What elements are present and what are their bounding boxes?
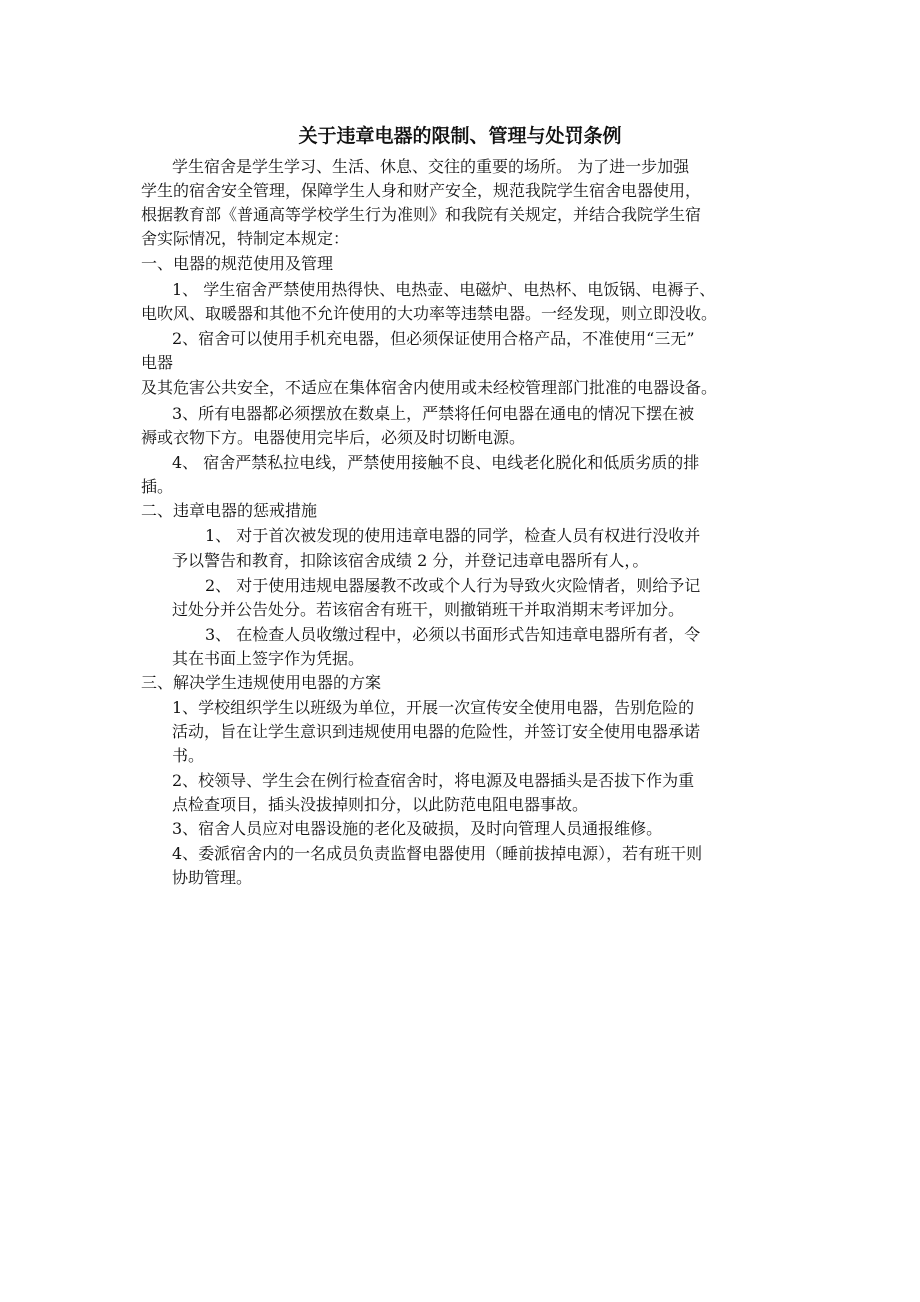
paragraph-line: 根据教育部《普通高等学校学生行为准则》和我院有关规定，并结合我院学生宿	[141, 205, 702, 224]
paragraph-line: 1、 对于首次被发现的使用违章电器的同学，检查人员有权进行没收并	[205, 526, 701, 545]
paragraph-line: 1、学校组织学生以班级为单位，开展一次宣传安全使用电器，告别危险的	[172, 698, 695, 717]
paragraph-line: 3、 在检查人员收缴过程中，必须以书面形式告知违章电器所有者，令	[205, 625, 701, 644]
paragraph-line: 3、宿舍人员应对电器设施的老化及破损，及时向管理人员通报维修。	[172, 819, 663, 838]
paragraph-line: 2、校领导、学生会在例行检查宿舍时，将电源及电器插头是否拔下作为重	[172, 771, 695, 790]
paragraph-line: 电吹风、取暖器和其他不允许使用的大功率等违禁电器。一经发现，则立即没收。	[141, 304, 718, 323]
paragraph-line: 及其危害公共安全，不适应在集体宿舍内使用或未经校管理部门批准的电器设备。	[141, 378, 718, 397]
paragraph-line: 学生宿舍是学生学习、生活、休息、交往的重要的场所。 为了进一步加强	[172, 157, 690, 176]
paragraph-line: 2、宿舍可以使用手机充电器，但必须保证使用合格产品，不准使用“三无”	[172, 329, 695, 348]
paragraph-line: 4、 宿舍严禁私拉电线，严禁使用接触不良、电线老化脱化和低质劣质的排	[172, 453, 700, 472]
paragraph-line: 舍实际情况，特制定本规定：	[141, 229, 350, 248]
paragraph-line: 4、委派宿舍内的一名成员负责监督电器使用（睡前拔掉电源），若有班干则	[172, 844, 703, 863]
paragraph-line: 学生的宿舍安全管理，保障学生人身和财产安全，规范我院学生宿舍电器使用，	[141, 181, 702, 200]
paragraph-line: 其在书面上签字作为凭据。	[172, 649, 365, 668]
paragraph-line: 电器	[141, 353, 174, 372]
paragraph-line: 插。	[141, 477, 174, 496]
section-heading: 一、电器的规范使用及管理	[141, 254, 334, 273]
paragraph-line: 3、所有电器都必须摆放在数桌上，严禁将任何电器在通电的情况下摆在被	[172, 404, 695, 423]
section-heading: 三、解决学生违规使用电器的方案	[141, 673, 382, 692]
paragraph-line: 2、 对于使用违规电器屡教不改或个人行为导致火灾险情者，则给予记	[205, 576, 701, 595]
paragraph-line: 褥或衣物下方。电器使用完毕后，必须及时切断电源。	[141, 428, 526, 447]
section-heading: 二、违章电器的惩戒措施	[141, 501, 318, 520]
paragraph-line: 书。	[172, 746, 205, 765]
paragraph-line: 1、 学生宿舍严禁使用热得快、电热壶、电磁炉、电热杯、电饭锅、电褥子、	[172, 280, 716, 299]
paragraph-line: 协助管理。	[172, 868, 253, 887]
paragraph-line: 活动，旨在让学生意识到违规使用电器的危险性，并签订安全使用电器承诺	[172, 722, 701, 741]
document-title: 关于违章电器的限制、管理与处罚条例	[298, 125, 622, 147]
paragraph-line: 过处分并公告处分。若该宿舍有班干，则撤销班干并取消期末考评加分。	[172, 600, 685, 619]
paragraph-line: 予以警告和教育，扣除该宿舍成绩 2 分，并登记违章电器所有人，。	[172, 551, 649, 570]
paragraph-line: 点检查项目，插头没拔掉则扣分，以此防范电阻电器事故。	[172, 795, 589, 814]
